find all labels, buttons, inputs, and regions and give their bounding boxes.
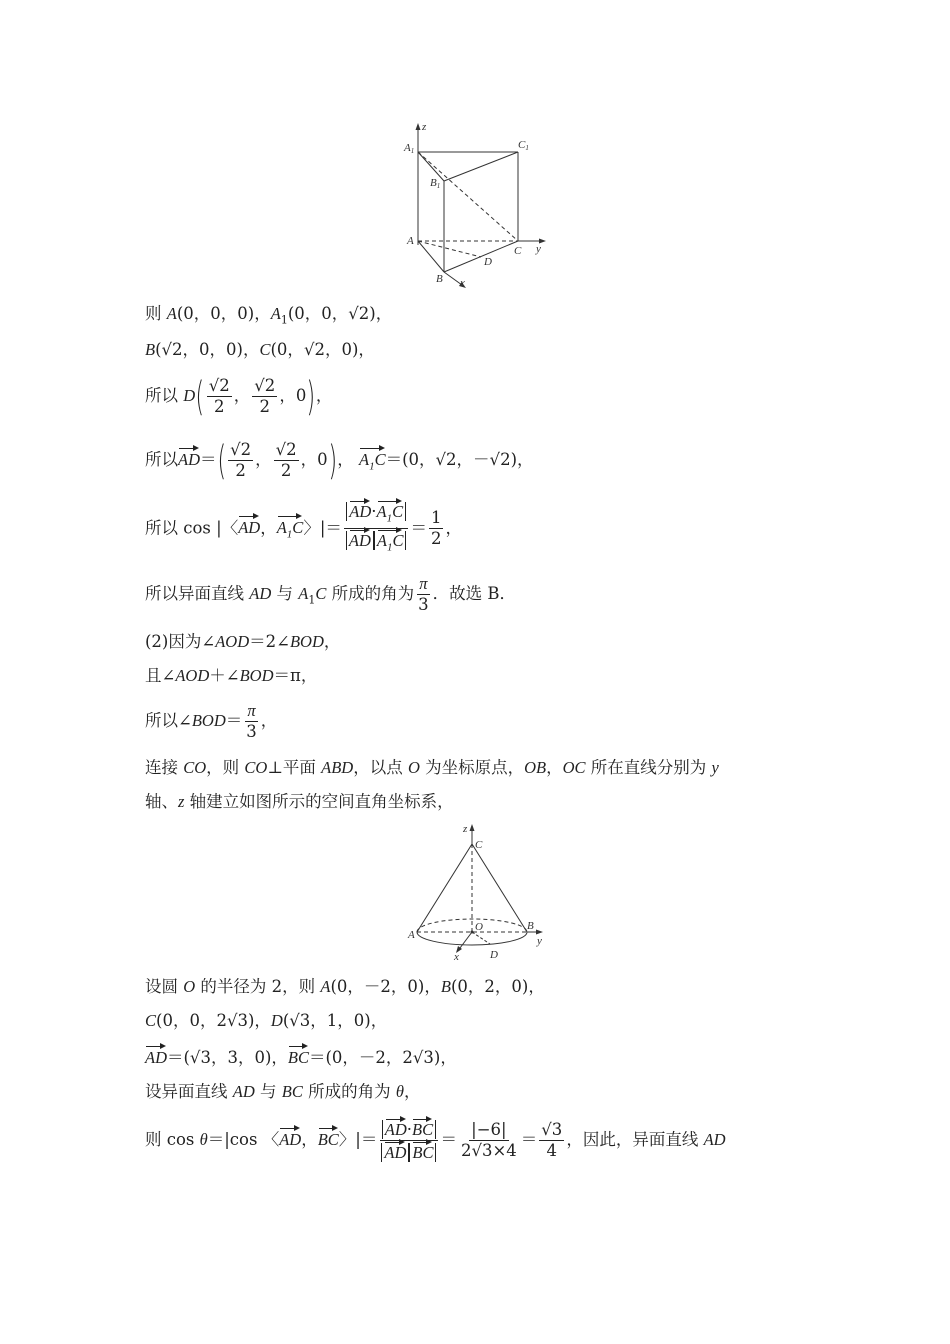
svg-text:x: x	[454, 951, 459, 960]
line-14: AD＝(√3，3，0)，BC＝(0，－2，2√3)，	[145, 1045, 457, 1069]
line-9: 所以∠BOD＝ $\frac{\pi}{3}$ ，	[145, 701, 278, 741]
cone-figure	[405, 820, 555, 960]
line-7: (2)因为∠AOD＝2∠BOD，	[145, 632, 341, 651]
svg-text:C: C	[514, 245, 522, 257]
svg-text:B: B	[436, 273, 443, 285]
svg-text:C1: C1	[518, 139, 529, 152]
svg-text:D: D	[490, 949, 498, 960]
svg-text:B: B	[527, 920, 534, 932]
line-15: 设异面直线 AD 与 BC 所成的角为 θ，	[145, 1082, 421, 1101]
svg-text:A: A	[408, 929, 415, 941]
line-3: 所以 D( $\frac{√2}{2}$ ， $\frac{√2}{2}$ ，0)，	[145, 373, 333, 420]
line-13: C(0，0，2√3)，D(√3，1，0)，	[145, 1011, 388, 1030]
line-16: 则 cos θ＝|cos 〈AD，BC〉|＝ $\frac{AD\cdot BC}{\text{AD BC}}$ ＝ $\frac{|-6|}{2√3\times 4}$ ＝ $\frac{√3}{4}$ ，因此，异面直线 AD	[145, 1120, 726, 1162]
line-1: 则 A(0，0，0)，$A_1(0$，0，√2)，	[145, 304, 393, 327]
svg-text:y: y	[537, 935, 542, 947]
prism-figure	[400, 120, 560, 295]
svg-text:B1: B1	[430, 177, 441, 190]
line-6: 所以异面直线 AD 与 $A_1C$ 所成的角为 $\frac{\pi}{3}$ ．故选 B．	[145, 574, 516, 614]
svg-text:z: z	[463, 823, 468, 835]
svg-text:y: y	[536, 243, 541, 255]
label-z: z	[422, 121, 427, 133]
line-12: 设圆 O 的半径为 2，则 A(0，－2，0)，B(0，2，0)，	[145, 977, 545, 996]
line-10: 连接 CO，则 CO⊥平面 ABD，以点 O 为坐标原点，OB，OC 所在直线分别为 y	[145, 758, 719, 777]
svg-text:x: x	[460, 277, 465, 289]
svg-text:A1: A1	[404, 142, 415, 155]
svg-text:D: D	[484, 256, 492, 268]
line-4: 所以AD＝( $\frac{√2}{2}$ ， $\frac{√2}{2}$ ，0)， $A_1C=(0$，√2，－√2)，	[145, 437, 534, 484]
svg-text:O: O	[475, 921, 483, 933]
line-11: 轴、z 轴建立如图所示的空间直角坐标系，	[145, 792, 454, 811]
line-5: 所以 cos |〈AD，$A_1C$〉|＝ $\frac{AD\cdot A_1C}{AD A_1C}$ ＝ $\frac{1}{2}$ ，	[145, 500, 462, 558]
svg-text:C: C	[475, 839, 483, 851]
line-8: 且∠AOD＋∠BOD＝π，	[145, 666, 318, 685]
line-2: B(√2，0，0)，C(0，√2，0)，	[145, 340, 375, 359]
svg-text:A: A	[407, 235, 414, 247]
